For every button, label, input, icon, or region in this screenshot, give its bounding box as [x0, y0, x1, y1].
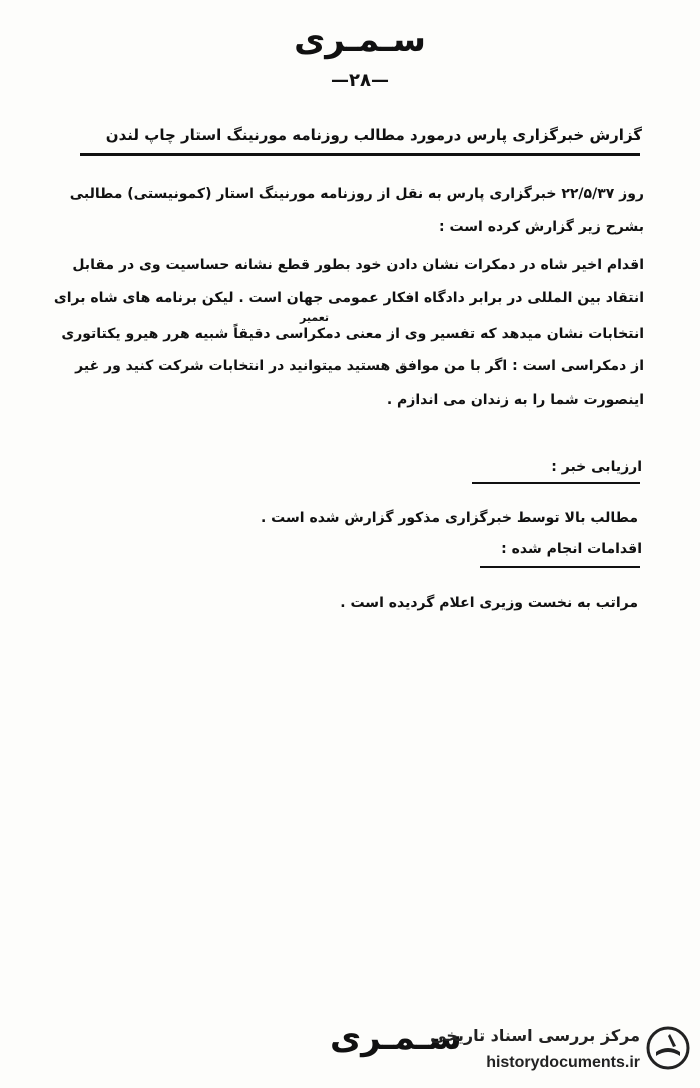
watermark-url: historydocuments.ir — [486, 1054, 640, 1071]
body-line: اقدام اخیر شاه در دمکرات نشان دادن خود بطور قطع نشانه حساسیت وی در مقابل — [72, 257, 644, 273]
watermark-title: مرکز بررسی اسناد تاریخی — [430, 1026, 640, 1045]
evaluation-text: مطالب بالا توسط خبرگزاری مذکور گزارش شده است . — [260, 510, 638, 526]
body-line: اینصورت شما را به زندان می اندازم . — [386, 392, 644, 408]
page-number: —۲۸— — [331, 70, 389, 91]
handwritten-annotation: تعمیر — [300, 311, 330, 324]
body-line: از دمکراسی است : اگر با من موافق هستید میتوانید در انتخابات شرکت کنید ور غیر — [75, 358, 644, 374]
body-line: انتقاد بین المللی در برابر دادگاه افکار عمومی جهان است . لیکن برنامه های شاه برای — [53, 290, 644, 306]
body-line: بشرح زیر گزارش کرده است : — [438, 219, 644, 235]
actions-text: مراتب به نخست وزیری اعلام گردیده است . — [340, 595, 638, 611]
body-line: انتخابات نشان میدهد که تفسیر وی از معنی دمکراسی دقیقاً شبیه هرر هیرو یکتاتوری — [61, 326, 644, 342]
evaluation-heading: ارزیابی خبر : — [551, 459, 642, 475]
body-line: روز ۲۲/۵/۳۷ خبرگزاری پارس به نقل از روزنامه مورنینگ استار (کمونیستی) مطالبی — [69, 186, 644, 202]
classification-label-bottom: سـمـری — [330, 1018, 462, 1058]
book-pen-icon — [646, 1026, 690, 1070]
evaluation-underline — [472, 482, 640, 484]
actions-underline — [480, 566, 640, 568]
document-heading: گزارش خبرگزاری پارس درمورد مطالب روزنامه مورنینگ استار چاپ لندن — [105, 126, 642, 144]
classification-label-top: سـمـری — [294, 20, 426, 60]
watermark — [420, 1020, 696, 1082]
heading-underline — [80, 153, 640, 156]
actions-heading: اقدامات انجام شده : — [501, 541, 642, 557]
